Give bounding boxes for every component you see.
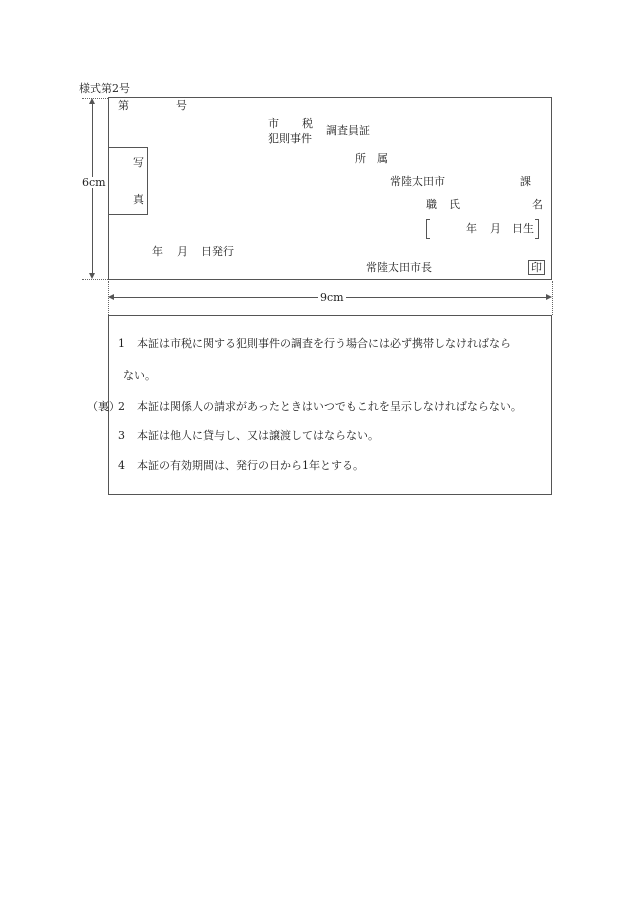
arrow-down-icon	[89, 273, 95, 279]
number-prefix: 第	[118, 99, 129, 112]
rule-3-number: 3	[118, 429, 125, 442]
width-dim-right-guide	[552, 281, 553, 315]
rule-4-number: 4	[118, 459, 125, 472]
width-dim-label: 9cm	[320, 291, 344, 304]
photo-label-1: 写	[133, 156, 144, 169]
title-criminal-case: 犯則事件	[268, 132, 312, 145]
height-dim-line	[92, 104, 93, 274]
name-label: 氏	[449, 198, 460, 211]
birth-year: 年	[466, 222, 477, 235]
rule-1-number: 1	[118, 337, 125, 350]
birth-bracket-left	[426, 219, 430, 239]
position-label: 職	[426, 198, 437, 211]
back-label: （裏）	[87, 400, 120, 413]
form-label: 様式第2号	[79, 82, 130, 95]
issue-year: 年	[152, 245, 163, 258]
issue-day: 日発行	[201, 245, 234, 258]
city-name: 常陸太田市	[390, 175, 445, 188]
rule-2-text: 本証は関係人の請求があったときはいつでもこれを呈示しなければならない。	[137, 400, 522, 413]
title-tax: 税	[302, 117, 313, 130]
arrow-right-icon	[546, 294, 552, 300]
rule-4-text: 本証の有効期間は、発行の日から1年とする。	[137, 459, 364, 472]
rule-3-text: 本証は他人に貸与し、又は譲渡してはならない。	[137, 429, 379, 442]
photo-label-2: 真	[133, 193, 144, 206]
issue-month: 月	[177, 245, 188, 258]
rule-1-continuation: ない。	[123, 369, 156, 382]
seal-stamp: 印	[528, 260, 545, 275]
arrow-up-icon	[89, 98, 95, 104]
height-dim-label: 6cm	[82, 176, 106, 189]
birth-bracket-right	[535, 219, 539, 239]
height-dim-top-guide	[82, 98, 108, 99]
affiliation-label: 所 属	[355, 152, 388, 165]
birth-day: 日生	[512, 222, 534, 235]
birth-month: 月	[490, 222, 501, 235]
rule-1-text: 本証は市税に関する犯則事件の調査を行う場合には必ず携帯しなければなら	[137, 337, 511, 350]
rule-2-number: 2	[118, 400, 125, 413]
section-label: 課	[520, 175, 531, 188]
card-title: 調査員証	[326, 124, 370, 137]
height-dim-bottom-guide	[82, 279, 108, 280]
number-suffix: 号	[176, 99, 187, 112]
name-suffix: 名	[532, 198, 543, 211]
arrow-left-icon	[108, 294, 114, 300]
title-city: 市	[268, 117, 279, 130]
mayor-title: 常陸太田市長	[366, 261, 432, 274]
